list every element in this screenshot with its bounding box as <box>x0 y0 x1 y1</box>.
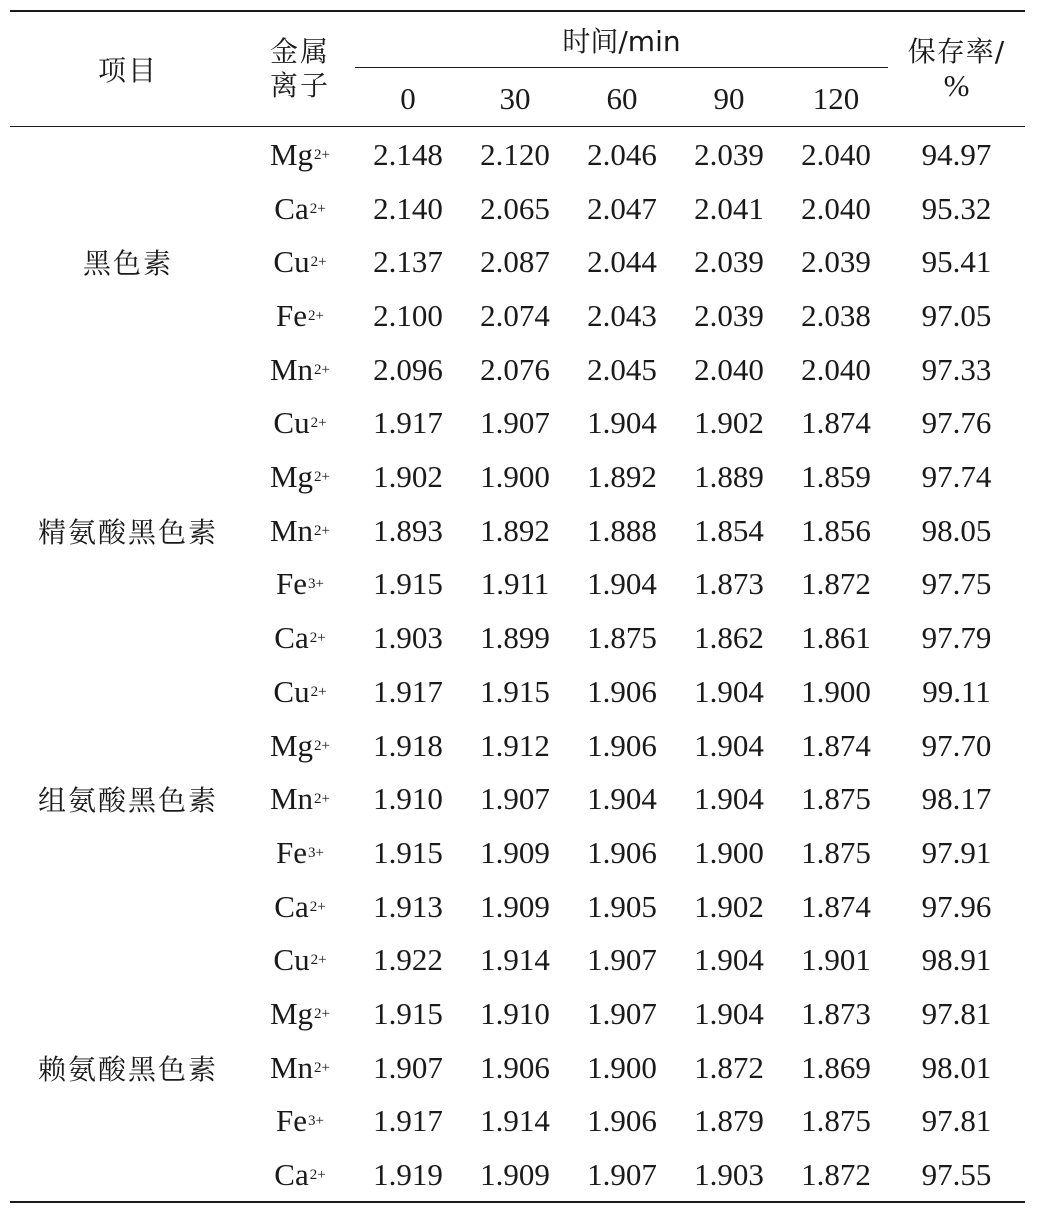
retention-cell: 97.70 <box>921 727 992 763</box>
value-cell: 1.856 <box>801 512 871 548</box>
value-cell: 2.040 <box>801 351 871 387</box>
retention-cell: 99.11 <box>922 673 991 709</box>
ion-symbol: Cu <box>273 942 310 978</box>
retention-cell: 97.74 <box>921 459 992 495</box>
value-cell: 1.872 <box>694 1049 764 1085</box>
metal-ion-cell: Mg 2+ <box>269 996 331 1032</box>
value-cell: 1.915 <box>373 996 443 1032</box>
value-cell: 2.039 <box>801 244 871 280</box>
value-cell: 1.889 <box>694 459 764 495</box>
ion-symbol: Ca <box>274 888 309 924</box>
value-cell: 2.120 <box>480 136 550 172</box>
retention-cell: 97.55 <box>921 1157 992 1193</box>
value-cell: 1.854 <box>694 512 764 548</box>
value-cell: 1.900 <box>694 834 764 870</box>
ion-symbol: Fe <box>276 1103 308 1139</box>
value-cell: 2.046 <box>587 136 657 172</box>
value-cell: 1.888 <box>587 512 657 548</box>
value-cell: 1.900 <box>801 673 871 709</box>
value-cell: 1.904 <box>587 566 657 602</box>
value-cell: 1.873 <box>801 996 871 1032</box>
value-cell: 1.904 <box>587 781 657 817</box>
value-cell: 1.909 <box>480 834 550 870</box>
group-label: 赖氨酸黑色素 <box>37 1052 218 1086</box>
value-cell: 1.904 <box>694 996 764 1032</box>
value-cell: 2.044 <box>587 244 657 280</box>
value-cell: 1.906 <box>587 673 657 709</box>
ion-symbol: Fe <box>276 297 308 333</box>
value-cell: 2.038 <box>801 297 871 333</box>
value-cell: 2.039 <box>694 297 764 333</box>
ion-symbol: Cu <box>273 244 310 280</box>
value-cell: 1.915 <box>373 566 443 602</box>
value-cell: 1.906 <box>587 727 657 763</box>
value-cell: 2.047 <box>587 190 657 226</box>
value-cell: 1.904 <box>587 405 657 441</box>
value-cell: 1.869 <box>801 1049 871 1085</box>
value-cell: 2.039 <box>694 244 764 280</box>
ion-symbol: Mg <box>269 459 314 495</box>
retention-cell: 97.79 <box>921 620 992 656</box>
header-retention-line1: 保存率/ <box>907 35 1006 68</box>
value-cell: 1.902 <box>694 888 764 924</box>
value-cell: 1.879 <box>694 1103 764 1139</box>
value-cell: 1.904 <box>694 727 764 763</box>
value-cell: 2.137 <box>373 244 443 280</box>
value-cell: 2.087 <box>480 244 550 280</box>
time-point-header: 120 <box>812 81 860 116</box>
value-cell: 1.914 <box>480 1103 550 1139</box>
header-metal-ion <box>246 12 354 126</box>
value-cell: 1.907 <box>480 781 550 817</box>
value-cell: 1.902 <box>373 459 443 495</box>
value-cell: 1.909 <box>480 1157 550 1193</box>
value-cell: 1.872 <box>801 566 871 602</box>
header-time-label: 时间/min <box>562 25 681 58</box>
ion-symbol: Fe <box>276 834 308 870</box>
retention-cell: 98.17 <box>921 781 992 817</box>
group-label: 黑色素 <box>82 247 173 281</box>
value-cell: 1.893 <box>373 512 443 548</box>
value-cell: 1.922 <box>373 942 443 978</box>
value-cell: 1.901 <box>801 942 871 978</box>
ion-symbol: Mn <box>269 512 314 548</box>
ion-symbol: Fe <box>276 566 308 602</box>
metal-ion-cell: Ca 2+ <box>274 888 326 924</box>
value-cell: 1.907 <box>587 1157 657 1193</box>
time-point-header: 60 <box>606 81 638 116</box>
value-cell: 2.100 <box>373 297 443 333</box>
time-point-header: 30 <box>499 81 531 116</box>
value-cell: 1.874 <box>801 727 871 763</box>
metal-ion-cell: Mn 2+ <box>269 512 331 548</box>
value-cell: 1.875 <box>587 620 657 656</box>
value-cell: 1.875 <box>801 781 871 817</box>
metal-ion-cell: Cu 2+ <box>273 673 327 709</box>
value-cell: 1.909 <box>480 888 550 924</box>
metal-ion-cell: Fe 3+ <box>276 566 324 602</box>
value-cell: 2.039 <box>694 136 764 172</box>
retention-cell: 97.75 <box>921 566 992 602</box>
value-cell: 1.875 <box>801 834 871 870</box>
value-cell: 1.874 <box>801 405 871 441</box>
value-cell: 1.911 <box>480 566 550 602</box>
metal-ion-cell: Fe 3+ <box>276 834 324 870</box>
value-cell: 1.906 <box>587 834 657 870</box>
value-cell: 1.902 <box>694 405 764 441</box>
value-cell: 1.917 <box>373 673 443 709</box>
retention-cell: 97.76 <box>921 405 992 441</box>
retention-cell: 97.96 <box>921 888 992 924</box>
retention-cell: 98.01 <box>921 1049 992 1085</box>
value-cell: 1.873 <box>694 566 764 602</box>
time-point-header: 90 <box>713 81 745 116</box>
retention-cell: 97.81 <box>921 1103 992 1139</box>
header-metal-ion-line2: 离子 <box>269 69 330 102</box>
metal-ion-cell: Cu 2+ <box>273 942 327 978</box>
value-cell: 2.140 <box>373 190 443 226</box>
metal-ion-cell: Ca 2+ <box>274 190 326 226</box>
metal-ion-cell: Fe 3+ <box>276 1103 324 1139</box>
ion-symbol: Ca <box>274 190 309 226</box>
metal-ion-cell: Mg 2+ <box>269 727 331 763</box>
value-cell: 1.918 <box>373 727 443 763</box>
retention-cell: 95.32 <box>921 190 992 226</box>
ion-symbol: Cu <box>273 405 310 441</box>
metal-ion-cell: Ca 2+ <box>274 620 326 656</box>
value-cell: 1.906 <box>480 1049 550 1085</box>
retention-cell: 98.91 <box>921 942 992 978</box>
value-cell: 2.040 <box>801 190 871 226</box>
value-cell: 1.910 <box>480 996 550 1032</box>
group-label: 精氨酸黑色素 <box>37 515 218 549</box>
header-retention-line2: % <box>943 68 970 103</box>
retention-cell: 97.33 <box>921 351 992 387</box>
metal-ion-cell: Cu 2+ <box>273 244 327 280</box>
retention-cell: 95.41 <box>921 244 992 280</box>
ion-symbol: Mg <box>269 996 314 1032</box>
header-time <box>355 20 888 60</box>
value-cell: 1.862 <box>694 620 764 656</box>
ion-symbol: Ca <box>274 620 309 656</box>
metal-ion-cell: Mg 2+ <box>269 136 331 172</box>
metal-ion-cell: Fe 2+ <box>276 297 324 333</box>
value-cell: 1.892 <box>587 459 657 495</box>
value-cell: 1.915 <box>480 673 550 709</box>
value-cell: 1.872 <box>801 1157 871 1193</box>
value-cell: 1.917 <box>373 1103 443 1139</box>
ion-symbol: Cu <box>273 673 310 709</box>
metal-ion-cell: Cu 2+ <box>273 405 327 441</box>
value-cell: 1.907 <box>373 1049 443 1085</box>
value-cell: 2.041 <box>694 190 764 226</box>
value-cell: 1.874 <box>801 888 871 924</box>
value-cell: 2.076 <box>480 351 550 387</box>
value-cell: 1.915 <box>373 834 443 870</box>
value-cell: 1.919 <box>373 1157 443 1193</box>
time-subheader-rule <box>355 67 888 68</box>
value-cell: 1.904 <box>694 781 764 817</box>
value-cell: 2.074 <box>480 297 550 333</box>
value-cell: 1.907 <box>587 996 657 1032</box>
retention-cell: 97.05 <box>921 297 992 333</box>
metal-ion-cell: Mn 2+ <box>269 1049 331 1085</box>
value-cell: 2.045 <box>587 351 657 387</box>
metal-ion-cell: Mn 2+ <box>269 351 331 387</box>
ion-symbol: Mn <box>269 351 314 387</box>
value-cell: 2.040 <box>801 136 871 172</box>
ion-symbol: Mg <box>269 136 314 172</box>
value-cell: 1.910 <box>373 781 443 817</box>
value-cell: 2.040 <box>694 351 764 387</box>
time-point-header: 0 <box>400 81 416 116</box>
value-cell: 1.903 <box>694 1157 764 1193</box>
value-cell: 2.096 <box>373 351 443 387</box>
value-cell: 1.912 <box>480 727 550 763</box>
value-cell: 1.904 <box>694 673 764 709</box>
ion-symbol: Ca <box>274 1157 309 1193</box>
value-cell: 2.148 <box>373 136 443 172</box>
value-cell: 1.900 <box>587 1049 657 1085</box>
retention-cell: 98.05 <box>921 512 992 548</box>
value-cell: 2.065 <box>480 190 550 226</box>
value-cell: 1.861 <box>801 620 871 656</box>
retention-cell: 97.81 <box>921 996 992 1032</box>
group-label: 组氨酸黑色素 <box>37 784 218 818</box>
ion-symbol: Mg <box>269 727 314 763</box>
header-retention <box>888 12 1025 126</box>
value-cell: 1.905 <box>587 888 657 924</box>
value-cell: 1.913 <box>373 888 443 924</box>
value-cell: 1.903 <box>373 620 443 656</box>
header-metal-ion-line1: 金属 <box>269 35 330 68</box>
value-cell: 1.907 <box>480 405 550 441</box>
metal-ion-cell: Mg 2+ <box>269 459 331 495</box>
ion-symbol: Mn <box>269 781 314 817</box>
ion-symbol: Mn <box>269 1049 314 1085</box>
header-item: 项目 <box>97 54 158 87</box>
value-cell: 1.906 <box>587 1103 657 1139</box>
value-cell: 1.900 <box>480 459 550 495</box>
value-cell: 1.907 <box>587 942 657 978</box>
value-cell: 1.859 <box>801 459 871 495</box>
retention-cell: 97.91 <box>921 834 992 870</box>
value-cell: 2.043 <box>587 297 657 333</box>
value-cell: 1.875 <box>801 1103 871 1139</box>
retention-cell: 94.97 <box>921 136 992 172</box>
metal-ion-cell: Ca 2+ <box>274 1157 326 1193</box>
header-bottom-rule <box>10 126 1025 127</box>
value-cell: 1.917 <box>373 405 443 441</box>
value-cell: 1.914 <box>480 942 550 978</box>
value-cell: 1.904 <box>694 942 764 978</box>
value-cell: 1.899 <box>480 620 550 656</box>
metal-ion-cell: Mn 2+ <box>269 781 331 817</box>
value-cell: 1.892 <box>480 512 550 548</box>
